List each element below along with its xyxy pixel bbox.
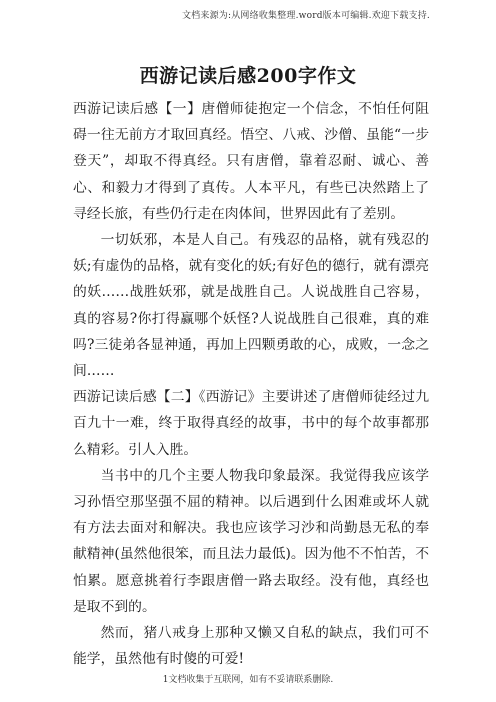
section-heading-2: 西游记读后感【二】 [73,389,199,406]
paragraph-2-text: 一切妖邪，本是人自己。有残忍的品格，就有残忍的妖;有虚伪的品格，就有变化的妖;有好色的德行，就有漂亮的妖……战胜妖邪，就是战胜自己。人说战胜自己容易，真的容易?你打得赢哪个妖怪?人说战胜自己很难，真的难吗?三徒弟各显神通，再加上四颗勇敢的心，成败，一念之间…… [73,232,429,380]
footer-note: 1文档收集于互联网，如有不妥请联系删除. [162,675,334,685]
paragraph-4 [73,463,429,620]
paragraph-3 [73,384,429,463]
article-body [73,96,429,672]
paragraph-5-text: 然而，猪八戒身上那种又懒又自私的缺点，我们可不能学，虽然他有时傻的可爱! [73,625,429,668]
paragraph-3-text: 《西游记》主要讲述了唐僧师徒经过九百九十一难，终于取得真经的故事，书中的每个故事都那么精彩。引人入胜。 [73,389,430,458]
page-title: 西游记读后感200字作文 [139,65,357,87]
paragraph-2 [73,227,429,384]
paragraph-5 [73,620,429,672]
header-note: 文档来源为:从网络收集整理.word版本可编辑.欢迎下载支持. [181,11,430,21]
paragraph-1-text: 唐僧师徒抱定一个信念，不怕任何阻碍一往无前方才取回真经。悟空、八戒、沙僧、虽能“一步登天”，却取不得真经。只有唐僧，靠着忍耐、诚心、善心、和毅力才得到了真传。人本平凡，有些已决然踏上了寻经长旅，有些仍行走在肉体间，世界因此有了差别。 [73,101,430,222]
paragraph-4-text: 当书中的几个主要人物我印象最深。我觉得我应该学习孙悟空那坚强不屈的精神。以后遇到什么困难或坏人就有方法去面对和解决。我也应该学习沙和尚勤恳无私的奉献精神(虽然他很笨，而且法力最低)。因为他不不怕苦，不怕累。愿意挑着行李跟唐僧一路去取经。没有他，真经也是取不到的。 [73,467,429,615]
section-heading-1: 西游记读后感【一】 [73,101,202,117]
paragraph-1 [73,96,429,227]
